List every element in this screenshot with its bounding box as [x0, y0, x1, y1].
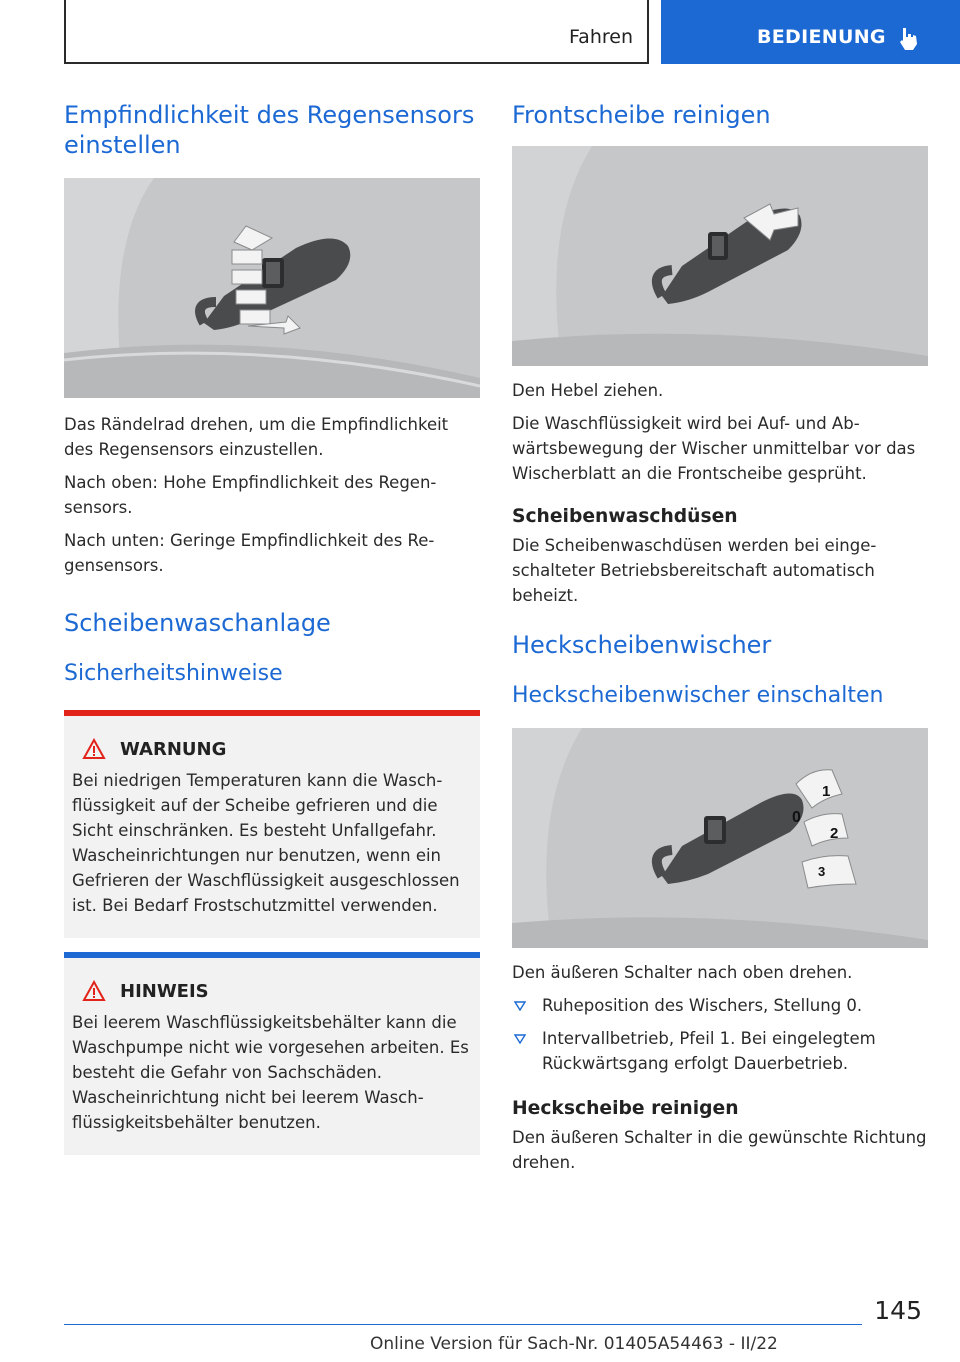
- text-rear-1: Den äußeren Schalter nach oben drehen.: [512, 963, 853, 982]
- text-nozzles: Die Scheibenwaschdüsen werden bei eingeschalteter Betriebsbereitschaft automatisch beheizt.: [512, 536, 877, 605]
- text-front-2: Die Waschflüssigkeit wird bei Auf- und Abwärtsbewegung der Wischer unmittelbar vor das Wischerblatt an die Frontscheibe gesprüht.: [512, 414, 916, 483]
- heading-washer-system: Scheibenwaschanlage: [64, 609, 331, 637]
- heading-safety-notes: Sicherheitshinweise: [64, 661, 283, 686]
- heading-rain-sensitivity: Empfindlichkeit des Regensensors einstellen: [64, 101, 475, 159]
- warning-text: Bei niedrigen Temperaturen kann die Waschflüssigkeit auf der Scheibe gefrieren und die Sicht einschränken. Es besteht Unfallgefahr. Wascheinrichtungen nur benutzen, wenn ein Gefrieren der Waschflüssigkeit ausgeschlossen ist. Bei Bedarf Frostschutzmittel verwenden.: [72, 771, 460, 915]
- heading-rear-wiper-on: Heckscheibenwischer einschalten: [512, 683, 884, 708]
- wiper-position-1-label: 1: [822, 783, 831, 800]
- left-column: [64, 100, 480, 1155]
- list-item: [512, 993, 928, 1018]
- warning-triangle-icon: [82, 738, 106, 760]
- figure-front-washer-lever: [512, 146, 928, 366]
- figure-rain-sensor-wheel: [64, 178, 480, 398]
- wiper-position-2-label: 2: [830, 825, 839, 842]
- heading-rear-wiper: Heckscheibenwischer: [512, 631, 772, 659]
- warning-box: [64, 710, 480, 938]
- text-rain-3: Nach unten: Geringe Empfindlichkeit des Regensensors.: [64, 531, 435, 575]
- notice-triangle-icon: [82, 980, 106, 1002]
- header-chapter-label: BEDIENUNG: [757, 26, 886, 48]
- heading-nozzles: Scheibenwaschdüsen: [512, 506, 738, 527]
- right-column: [512, 100, 928, 1175]
- footer-online-version: Online Version für Sach-Nr. 01405A54463 - II/22: [370, 1334, 778, 1354]
- text-front-1: Den Hebel ziehen.: [512, 381, 664, 400]
- heading-front-cleaning: Frontscheibe reinigen: [512, 101, 771, 129]
- text-rain-2: Nach oben: Hohe Empfindlichkeit des Regensensors.: [64, 473, 437, 517]
- wiper-position-0-label: 0: [792, 809, 801, 826]
- figure-rear-wiper-switch: [512, 728, 928, 948]
- warning-title: WARNUNG: [120, 738, 227, 760]
- text-rear-clean: Den äußeren Schalter in die gewünschte Richtung drehen.: [512, 1128, 927, 1172]
- text-rain-1: Das Rändelrad drehen, um die Empfindlichkeit des Regensensors einzustellen.: [64, 415, 449, 459]
- header-section-box: [64, 0, 649, 64]
- heading-rear-clean: Heckscheibe reinigen: [512, 1098, 739, 1119]
- hint-box: [64, 952, 480, 1155]
- page-number: 145: [874, 1296, 922, 1325]
- bullet-triangle-icon: [514, 1034, 526, 1044]
- wiper-position-3-label: 3: [818, 864, 826, 879]
- hint-title: HINWEIS: [120, 980, 209, 1002]
- rear-wiper-list: [512, 993, 928, 1076]
- footer-divider: [64, 1324, 862, 1325]
- list-item: [512, 1026, 928, 1076]
- list-item-text: Ruheposition des Wischers, Stellung 0.: [542, 996, 863, 1015]
- list-item-text: Intervallbetrieb, Pfeil 1. Bei eingelegtem Rückwärtsgang erfolgt Dauerbetrieb.: [542, 1029, 876, 1073]
- header-section-label: Fahren: [569, 26, 633, 48]
- bullet-triangle-icon: [514, 1001, 526, 1011]
- hint-text: Bei leerem Waschflüssigkeitsbehälter kann die Waschpumpe nicht wie vorgesehen arbeiten. Es besteht die Gefahr von Sachschäden. Wascheinrichtung nicht bei leerem Waschflüssigkeitsbehälter benutzen.: [72, 1013, 469, 1132]
- hand-pointer-icon: [897, 26, 919, 52]
- header-chapter-box: [661, 0, 960, 64]
